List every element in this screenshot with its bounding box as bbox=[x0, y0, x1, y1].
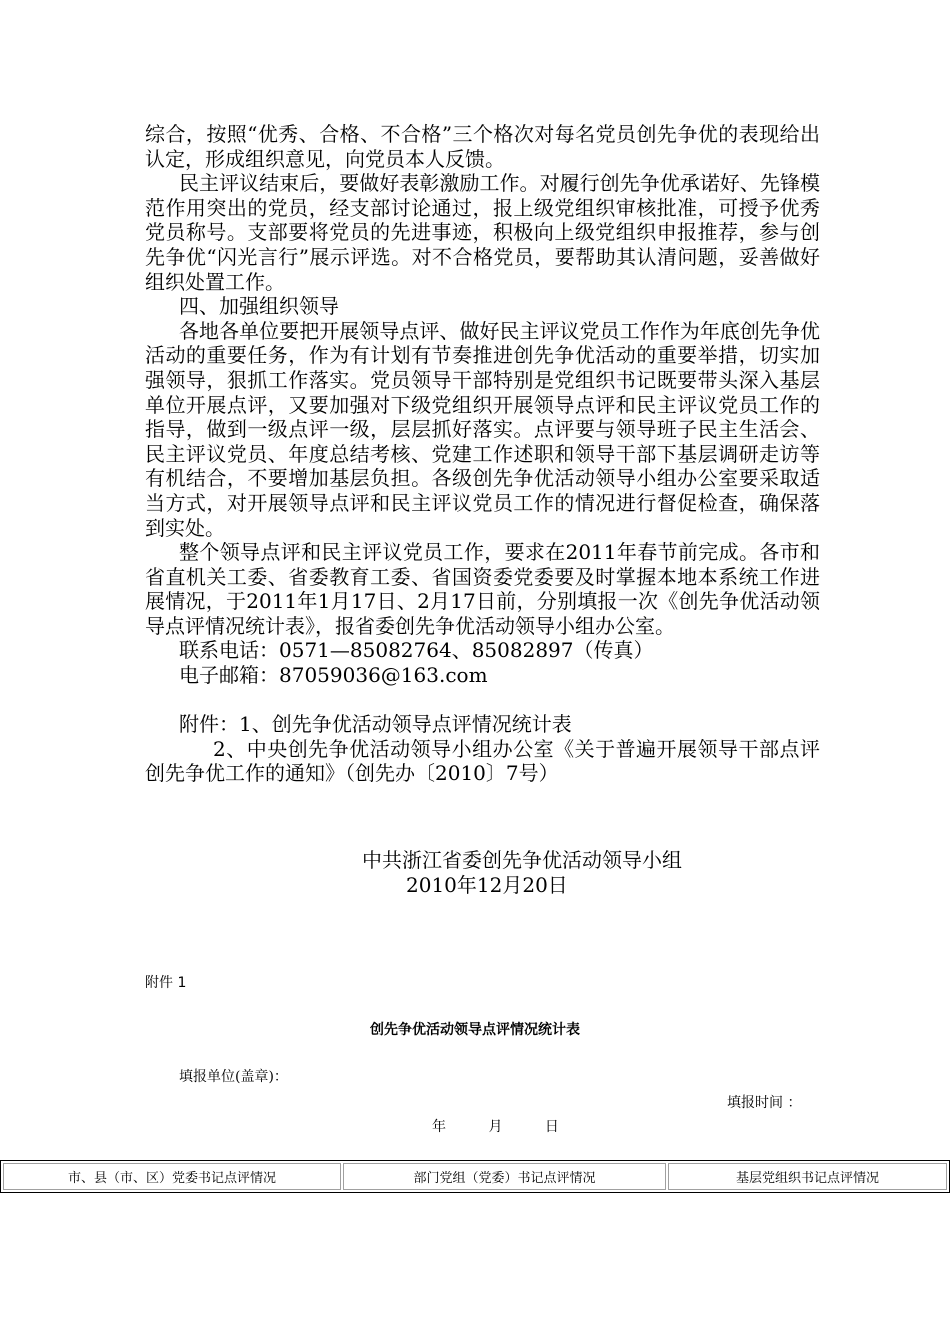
date-year: 年 bbox=[432, 1119, 446, 1135]
signature-org: 中共浙江省委创先争优活动领导小组 bbox=[362, 848, 682, 872]
date-day: 日 bbox=[544, 1119, 559, 1135]
paragraph: 综合，按照“优秀、合格、不合格”三个格次对每名党员创先争优的表现给出认定，形成组织意见，向党员本人反馈。 bbox=[145, 122, 820, 171]
table-header-cell: 部门党组（党委）书记点评情况 bbox=[343, 1163, 666, 1190]
contact-phone: 联系电话：0571—85082764、85082897（传真） bbox=[179, 638, 654, 663]
attachment-item: 2、中央创先争优活动领导小组办公室《关于普遍开展领导干部点评创先争优工作的通知》（创先办〔2010〕7号） bbox=[145, 736, 820, 786]
section-heading: 四、加强组织领导 bbox=[179, 294, 339, 319]
table-title: 创先争优活动领导点评情况统计表 bbox=[370, 1022, 580, 1038]
paragraph: 各地各单位要把开展领导点评、做好民主评议党员工作作为年底创先争优活动的重要任务，作为有计划有节奏推进创先争优活动的重要举措，切实加强领导，狠抓工作落实。党员领导干部特别是党组织书记既要带头深入基层单位开展点评，又要加强对下级党组织开展领导点评和民主评议党员工作的指导，做到一级点评一级，层层抓好落实。点评要与领导班子民主生活会、民主评议党员、年度总结考核、党建工作述职和领导干部下基层调研走访等有机结合，不要增加基层负担。各级创先争优活动领导小组办公室要采取适当方式，对开展领导点评和民主评议党员工作的情况进行督促检查，确保落到实处。 bbox=[145, 318, 820, 540]
signature-date: 2010年12月20日 bbox=[406, 873, 568, 897]
contact-email: 电子邮箱：87059036@163.com bbox=[179, 663, 488, 688]
date-row bbox=[432, 1116, 597, 1136]
attachment-item: 附件：1、创先争优活动领导点评情况统计表 bbox=[179, 712, 572, 737]
fill-unit-label: 填报单位(盖章)： bbox=[179, 1069, 288, 1085]
annex-label: 附件 1 bbox=[145, 975, 187, 991]
table-header-cell: 基层党组织书记点评情况 bbox=[668, 1163, 947, 1190]
date-month: 月 bbox=[488, 1119, 503, 1135]
fill-time-label: 填报时间 ： bbox=[727, 1095, 802, 1111]
body-text bbox=[145, 122, 820, 786]
table-header-cell: 市、县（市、区）党委书记点评情况 bbox=[3, 1163, 341, 1190]
signature-block bbox=[362, 848, 682, 898]
paragraph: 民主评议结束后，要做好表彰激励工作。对履行创先争优承诺好、先锋模范作用突出的党员，经支部讨论通过，报上级党组织审核批准，可授予优秀党员称号。支部要将党员的先进事迹，积极向上级党组织申报推荐，参与创先争优“闪光言行”展示评选。对不合格党员，要帮助其认清问题，妥善做好组织处置工作。 bbox=[145, 171, 820, 294]
paragraph: 整个领导点评和民主评议党员工作，要求在2011年春节前完成。各市和省直机关工委、省委教育工委、省国资委党委要及时掌握本地本系统工作进展情况，于2011年1月17日、2月17日前，分别填报一次《创先争优活动领导点评情况统计表》，报省委创先争优活动领导小组办公室。 bbox=[145, 540, 820, 638]
blank-line bbox=[145, 688, 820, 713]
statistics-table bbox=[0, 1160, 950, 1193]
